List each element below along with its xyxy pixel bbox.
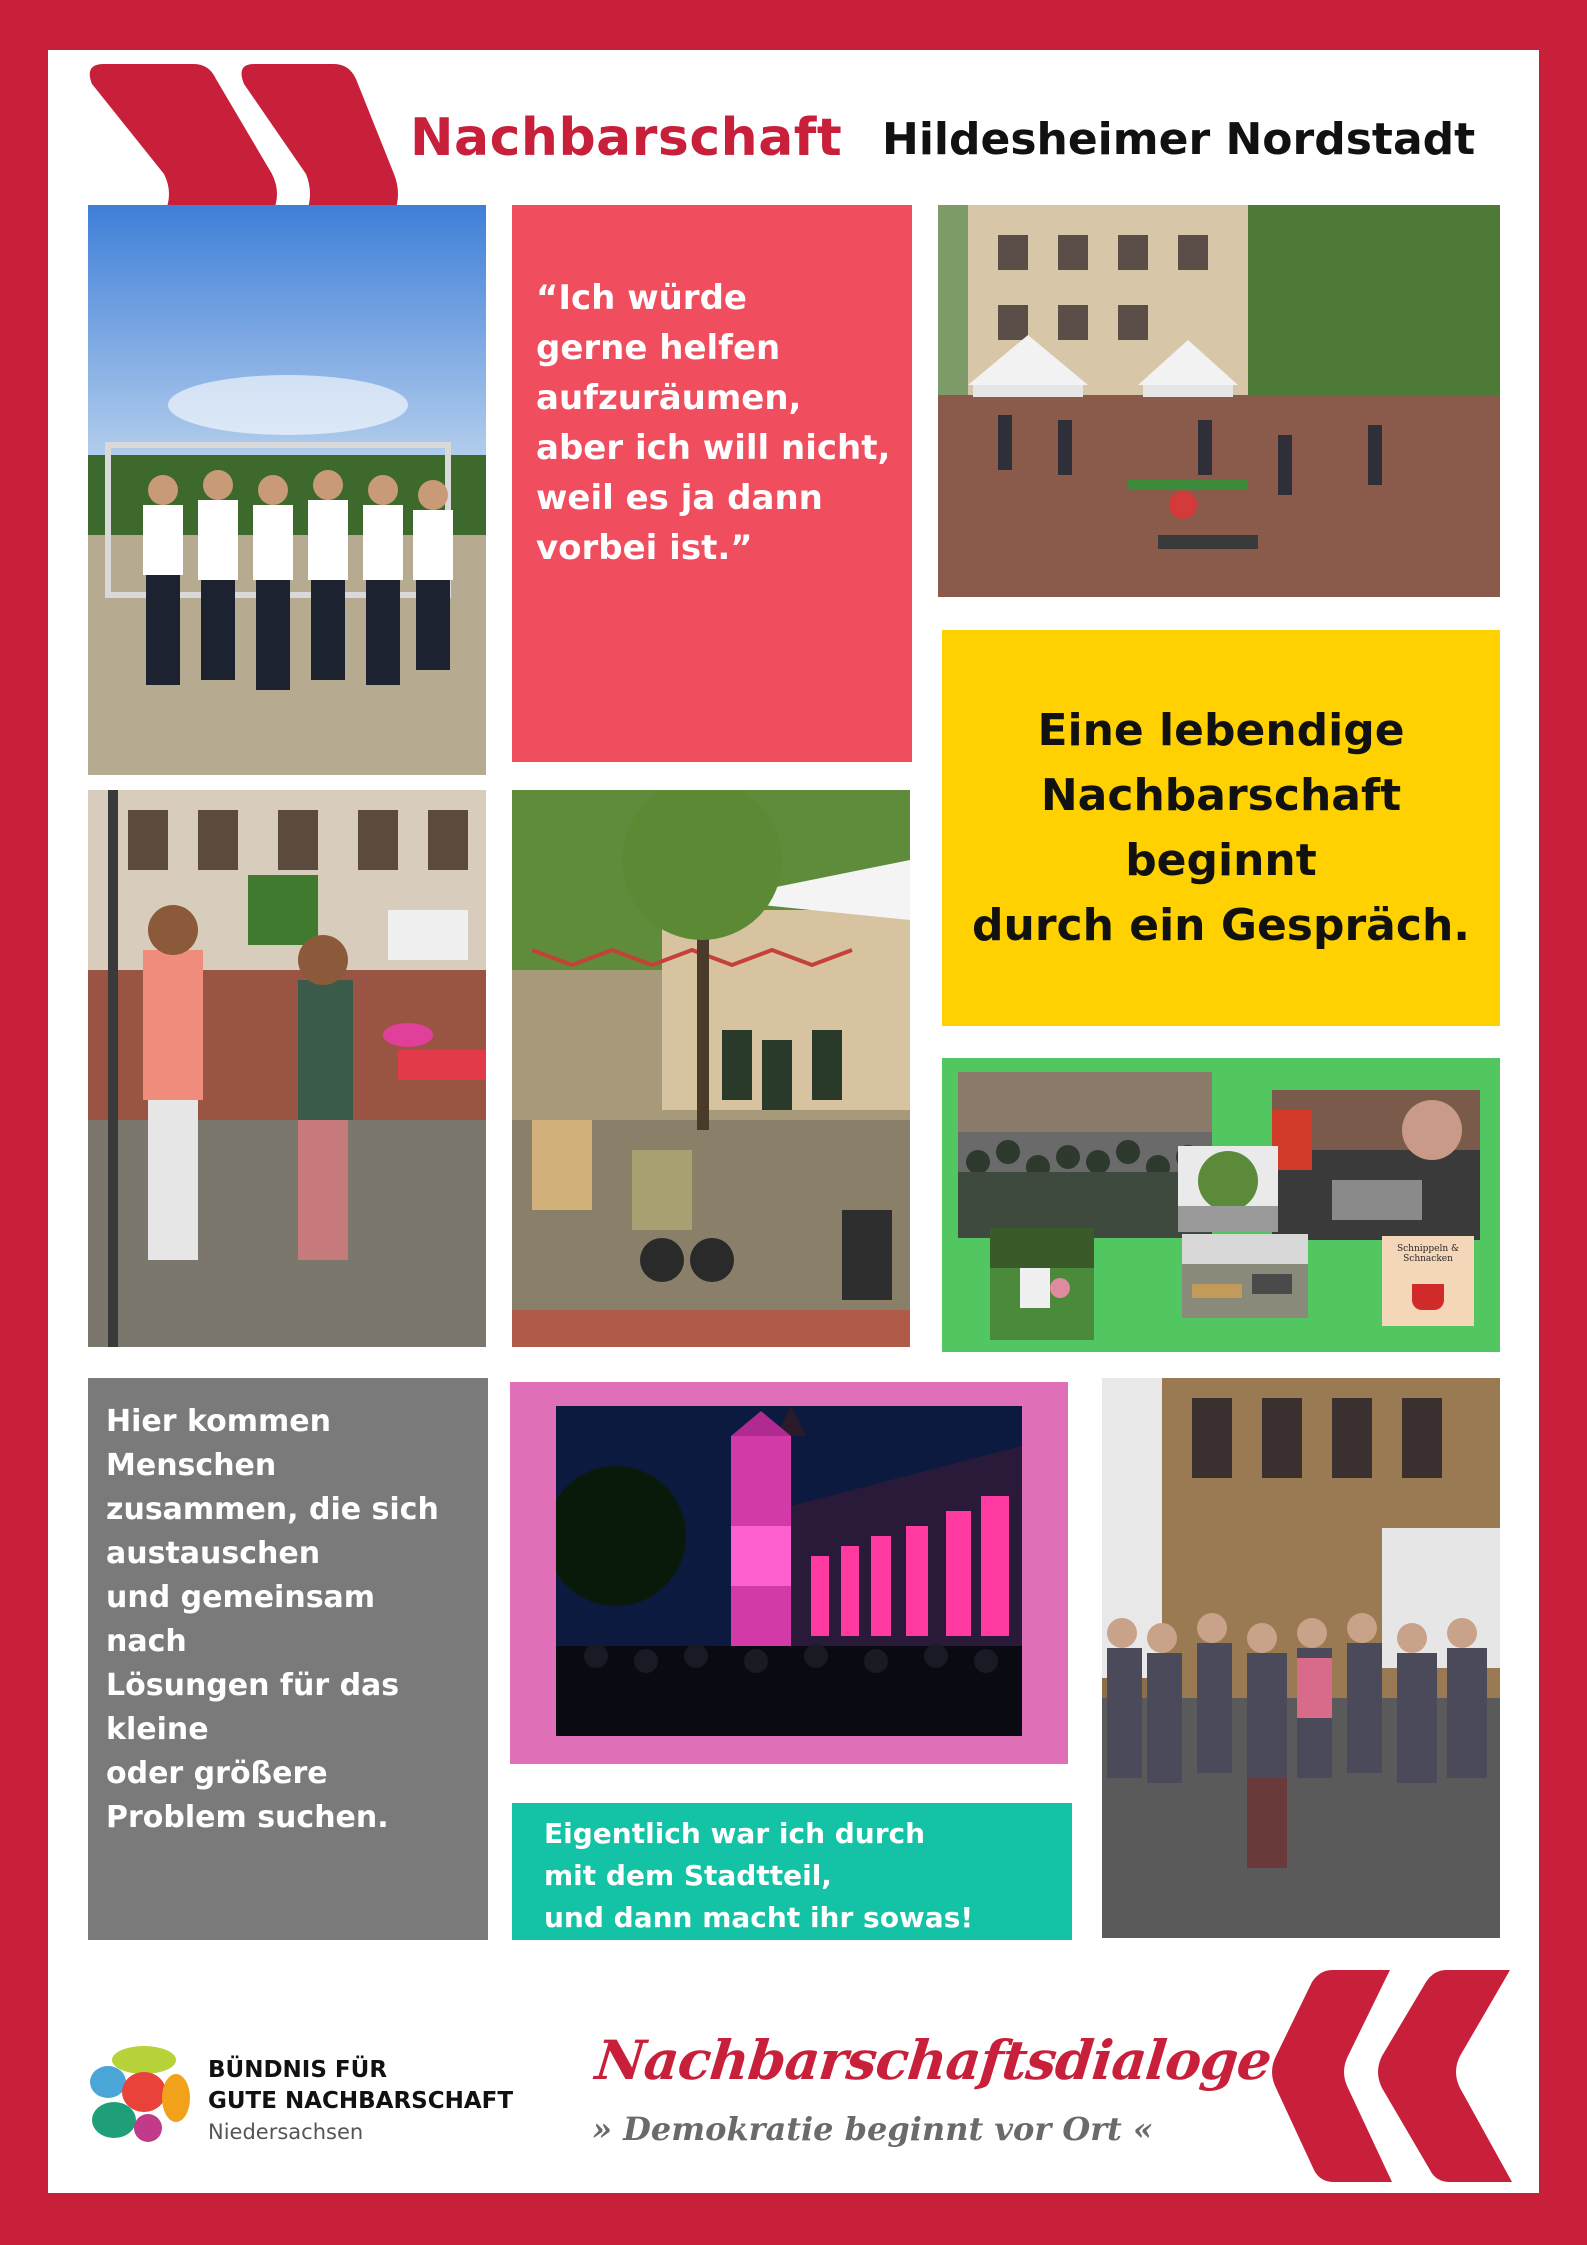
photo-illuminated-church (556, 1406, 1022, 1736)
photo-children-table (88, 790, 486, 1347)
church-photo-frame (510, 1382, 1068, 1764)
photo-street-festival (938, 205, 1500, 597)
alliance-logo-icon (86, 2040, 196, 2150)
teal-quote-text: Eigentlich war ich durch mit dem Stadtteil, und dann macht ihr sowas! (544, 1817, 974, 1934)
quote-text: “Ich würde gerne helfen aufzuräumen, aber ich will nicht, weil es ja dann vorbei ist.” (536, 278, 891, 568)
alliance-name: BÜNDNIS FÜR GUTE NACHBARSCHAFT (208, 2057, 514, 2114)
program-title: Nachbarschaftsdialoge (592, 2028, 1275, 2092)
program-subtitle: » Demokratie beginnt vor Ort « (592, 2110, 1153, 2148)
chevron-left-icon (1270, 1956, 1530, 2196)
teal-quote-box (512, 1803, 1072, 1940)
photo-garden (990, 1228, 1094, 1340)
alliance-region: Niedersachsen (208, 2120, 364, 2144)
collage-box (942, 1058, 1500, 1352)
photo-brick-building-crowd (1102, 1378, 1500, 1938)
info-text: Hier kommen Menschen zusammen, die sich austauschen und gemeinsam nach Lösungen für das kleine oder größere Problem suchen. (106, 1404, 439, 1835)
highlight-text: Eine lebendige Nachbarschaft beginnt durch ein Gespräch. (972, 705, 1470, 951)
quote-box (512, 205, 912, 762)
photo-football-team (88, 205, 486, 775)
photo-street (1178, 1146, 1278, 1232)
highlight-box (942, 630, 1500, 1026)
pot-icon (1412, 1284, 1444, 1310)
book-title: Schnippeln & Schnacken (1396, 1244, 1460, 1264)
photo-group (958, 1072, 1212, 1238)
photo-square-bunting (512, 790, 910, 1347)
book-cover (1382, 1236, 1474, 1326)
title-district: Hildesheimer Nordstadt (882, 114, 1476, 165)
photo-benches (1182, 1234, 1308, 1318)
title-nachbarschaft: Nachbarschaft (410, 108, 843, 168)
photo-repair (1272, 1090, 1480, 1240)
info-box (88, 1378, 488, 1940)
